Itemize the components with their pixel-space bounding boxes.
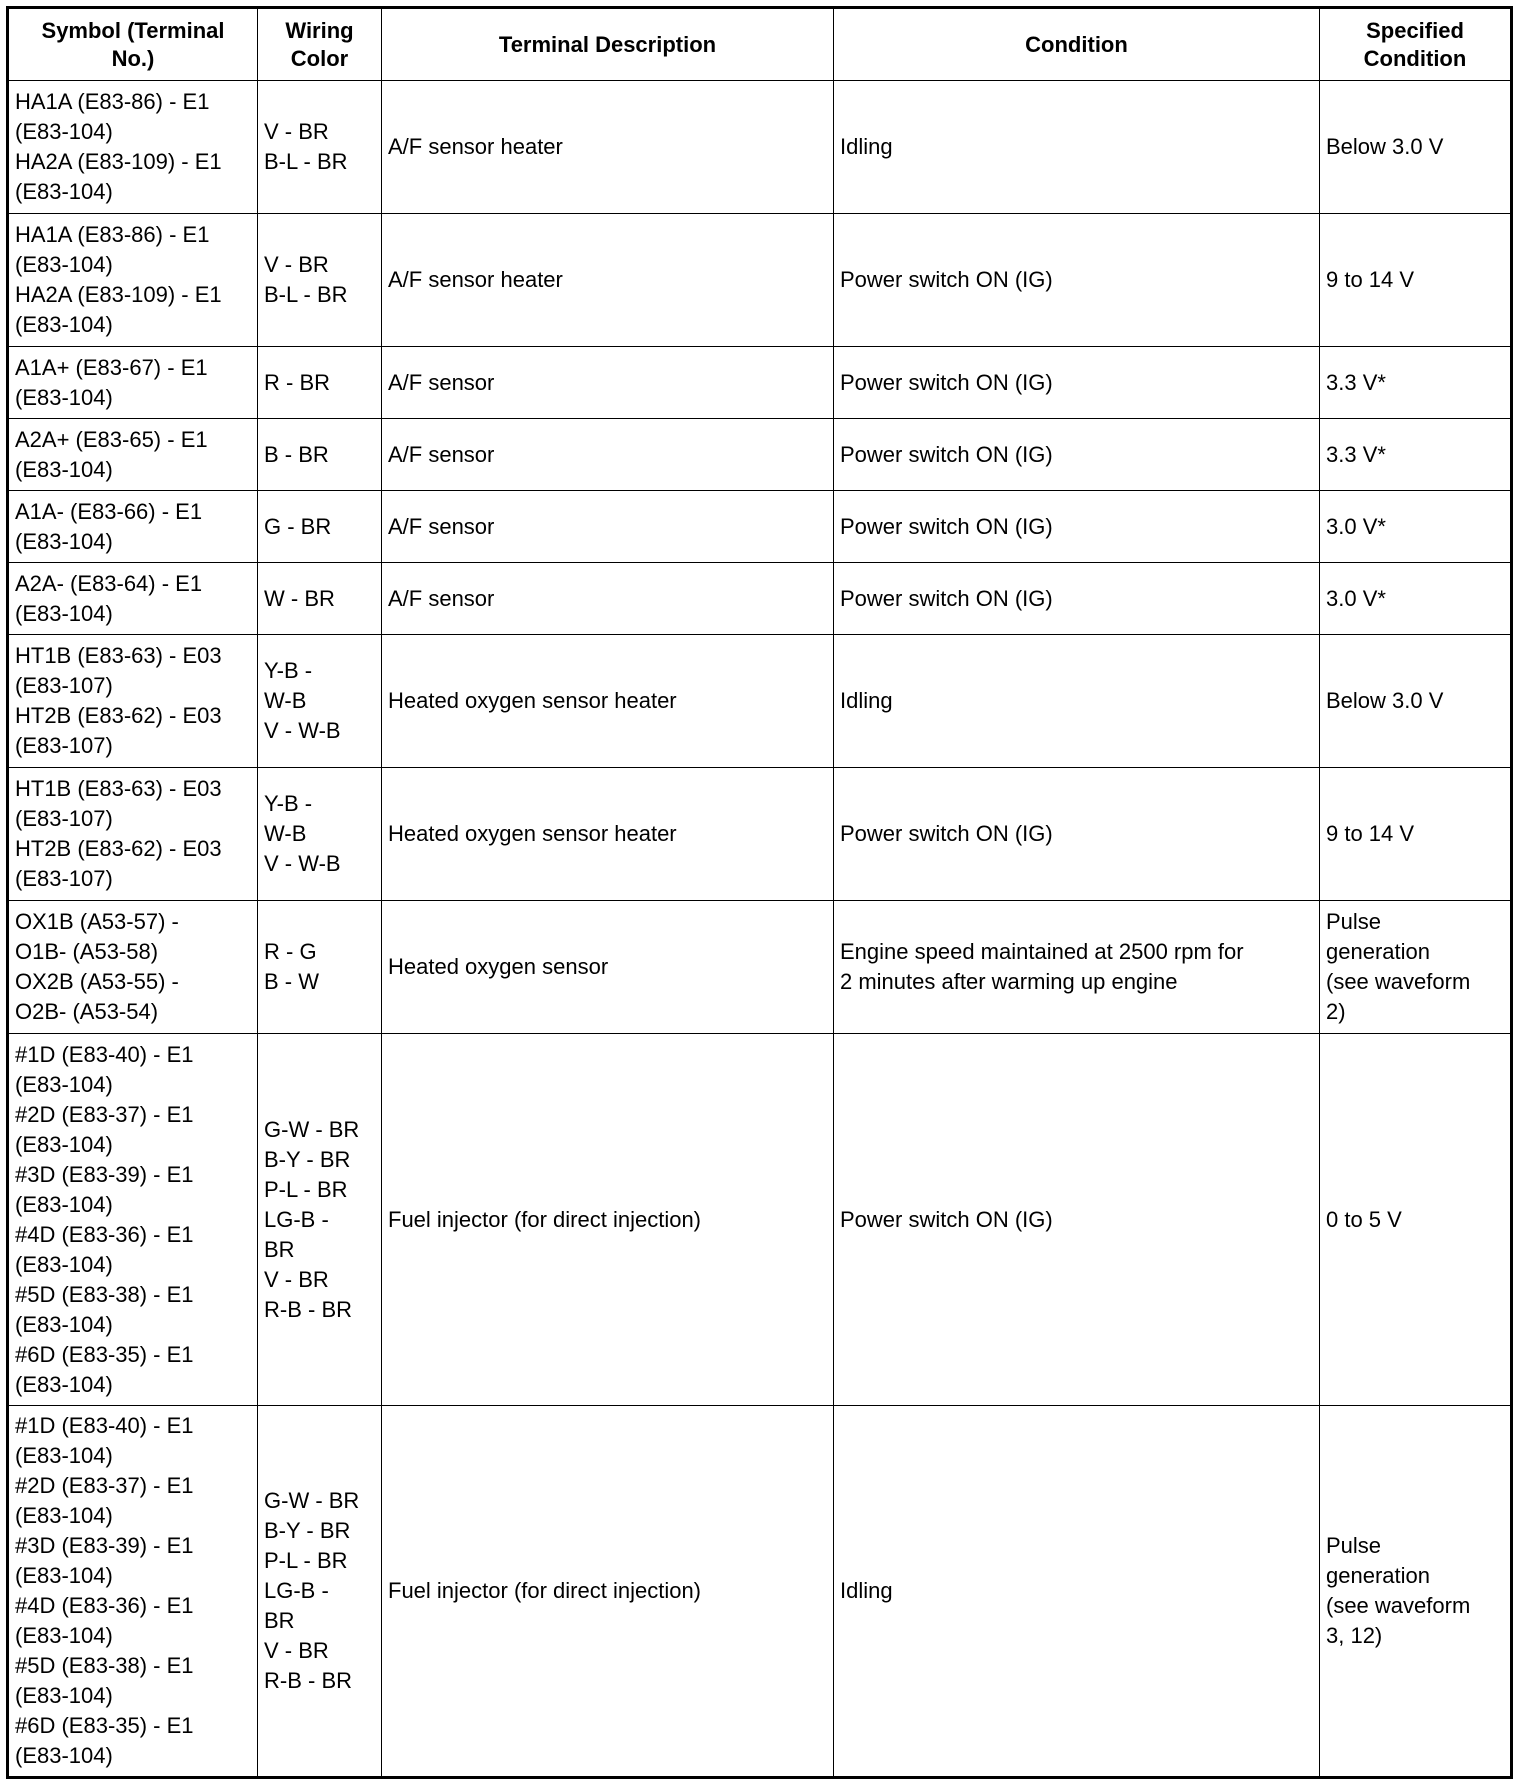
cell-symbol: A1A+ (E83-67) - E1 (E83-104) (8, 347, 258, 419)
cell-wiring-color: G - BR (258, 491, 382, 563)
cell-symbol: A2A+ (E83-65) - E1 (E83-104) (8, 419, 258, 491)
terminal-specification-table (6, 6, 1513, 1779)
cell-wiring-color: R - BR (258, 347, 382, 419)
header-terminal-description: Terminal Description (382, 8, 834, 81)
table-row (8, 1034, 1512, 1406)
cell-specified-condition: 3.3 V* (1320, 347, 1512, 419)
cell-terminal-description: Heated oxygen sensor heater (382, 635, 834, 768)
cell-symbol: A2A- (E83-64) - E1 (E83-104) (8, 563, 258, 635)
cell-terminal-description: A/F sensor heater (382, 81, 834, 214)
cell-terminal-description: A/F sensor (382, 419, 834, 491)
cell-specified-condition: 3.0 V* (1320, 491, 1512, 563)
header-row (8, 8, 1512, 81)
cell-wiring-color: B - BR (258, 419, 382, 491)
cell-specified-condition: 3.3 V* (1320, 419, 1512, 491)
table-row (8, 419, 1512, 491)
cell-terminal-description: A/F sensor (382, 491, 834, 563)
cell-condition: Power switch ON (IG) (834, 419, 1320, 491)
cell-wiring-color: G-W - BR B-Y - BR P-L - BR LG-B - BR V - BR R-B - BR (258, 1406, 382, 1778)
table-row (8, 491, 1512, 563)
cell-wiring-color: V - BR B-L - BR (258, 81, 382, 214)
cell-condition: Idling (834, 635, 1320, 768)
cell-terminal-description: Fuel injector (for direct injection) (382, 1406, 834, 1778)
cell-symbol: A1A- (E83-66) - E1 (E83-104) (8, 491, 258, 563)
cell-specified-condition: Below 3.0 V (1320, 635, 1512, 768)
header-wiring-color: Wiring Color (258, 8, 382, 81)
cell-condition: Idling (834, 1406, 1320, 1778)
cell-wiring-color: Y-B - W-B V - W-B (258, 635, 382, 768)
cell-symbol: HT1B (E83-63) - E03 (E83-107) HT2B (E83-62) - E03 (E83-107) (8, 768, 258, 901)
cell-wiring-color: R - G B - W (258, 901, 382, 1034)
cell-symbol: HA1A (E83-86) - E1 (E83-104) HA2A (E83-109) - E1 (E83-104) (8, 81, 258, 214)
header-specified-condition: Specified Condition (1320, 8, 1512, 81)
cell-wiring-color: V - BR B-L - BR (258, 214, 382, 347)
cell-symbol: #1D (E83-40) - E1 (E83-104) #2D (E83-37) - E1 (E83-104) #3D (E83-39) - E1 (E83-104) #4D (E83-36) - E1 (E83-104) #5D (E83-38) - E1 (E83-104) #6D (E83-35) - E1 (E83-104) (8, 1034, 258, 1406)
cell-wiring-color: W - BR (258, 563, 382, 635)
table-row (8, 214, 1512, 347)
cell-symbol: HT1B (E83-63) - E03 (E83-107) HT2B (E83-62) - E03 (E83-107) (8, 635, 258, 768)
cell-specified-condition: Below 3.0 V (1320, 81, 1512, 214)
cell-terminal-description: A/F sensor (382, 347, 834, 419)
cell-symbol: OX1B (A53-57) - O1B- (A53-58) OX2B (A53-55) - O2B- (A53-54) (8, 901, 258, 1034)
header-symbol: Symbol (Terminal No.) (8, 8, 258, 81)
cell-condition: Power switch ON (IG) (834, 347, 1320, 419)
cell-condition: Engine speed maintained at 2500 rpm for 2 minutes after warming up engine (834, 901, 1320, 1034)
cell-symbol: HA1A (E83-86) - E1 (E83-104) HA2A (E83-109) - E1 (E83-104) (8, 214, 258, 347)
cell-condition: Power switch ON (IG) (834, 491, 1320, 563)
table-row (8, 81, 1512, 214)
cell-wiring-color: Y-B - W-B V - W-B (258, 768, 382, 901)
cell-condition: Idling (834, 81, 1320, 214)
cell-condition: Power switch ON (IG) (834, 214, 1320, 347)
table-row (8, 1406, 1512, 1778)
table-row (8, 563, 1512, 635)
cell-specified-condition: 9 to 14 V (1320, 768, 1512, 901)
cell-terminal-description: A/F sensor heater (382, 214, 834, 347)
header-condition: Condition (834, 8, 1320, 81)
cell-terminal-description: Fuel injector (for direct injection) (382, 1034, 834, 1406)
cell-symbol: #1D (E83-40) - E1 (E83-104) #2D (E83-37) - E1 (E83-104) #3D (E83-39) - E1 (E83-104) #4D (E83-36) - E1 (E83-104) #5D (E83-38) - E1 (E83-104) #6D (E83-35) - E1 (E83-104) (8, 1406, 258, 1778)
cell-specified-condition: 0 to 5 V (1320, 1034, 1512, 1406)
cell-terminal-description: Heated oxygen sensor (382, 901, 834, 1034)
cell-condition: Power switch ON (IG) (834, 768, 1320, 901)
cell-specified-condition: 9 to 14 V (1320, 214, 1512, 347)
cell-condition: Power switch ON (IG) (834, 1034, 1320, 1406)
table-row (8, 768, 1512, 901)
table-row (8, 901, 1512, 1034)
cell-wiring-color: G-W - BR B-Y - BR P-L - BR LG-B - BR V - BR R-B - BR (258, 1034, 382, 1406)
cell-condition: Power switch ON (IG) (834, 563, 1320, 635)
cell-terminal-description: A/F sensor (382, 563, 834, 635)
cell-specified-condition: 3.0 V* (1320, 563, 1512, 635)
cell-terminal-description: Heated oxygen sensor heater (382, 768, 834, 901)
table-row (8, 347, 1512, 419)
cell-specified-condition: Pulse generation (see waveform 2) (1320, 901, 1512, 1034)
cell-specified-condition: Pulse generation (see waveform 3, 12) (1320, 1406, 1512, 1778)
table-row (8, 635, 1512, 768)
